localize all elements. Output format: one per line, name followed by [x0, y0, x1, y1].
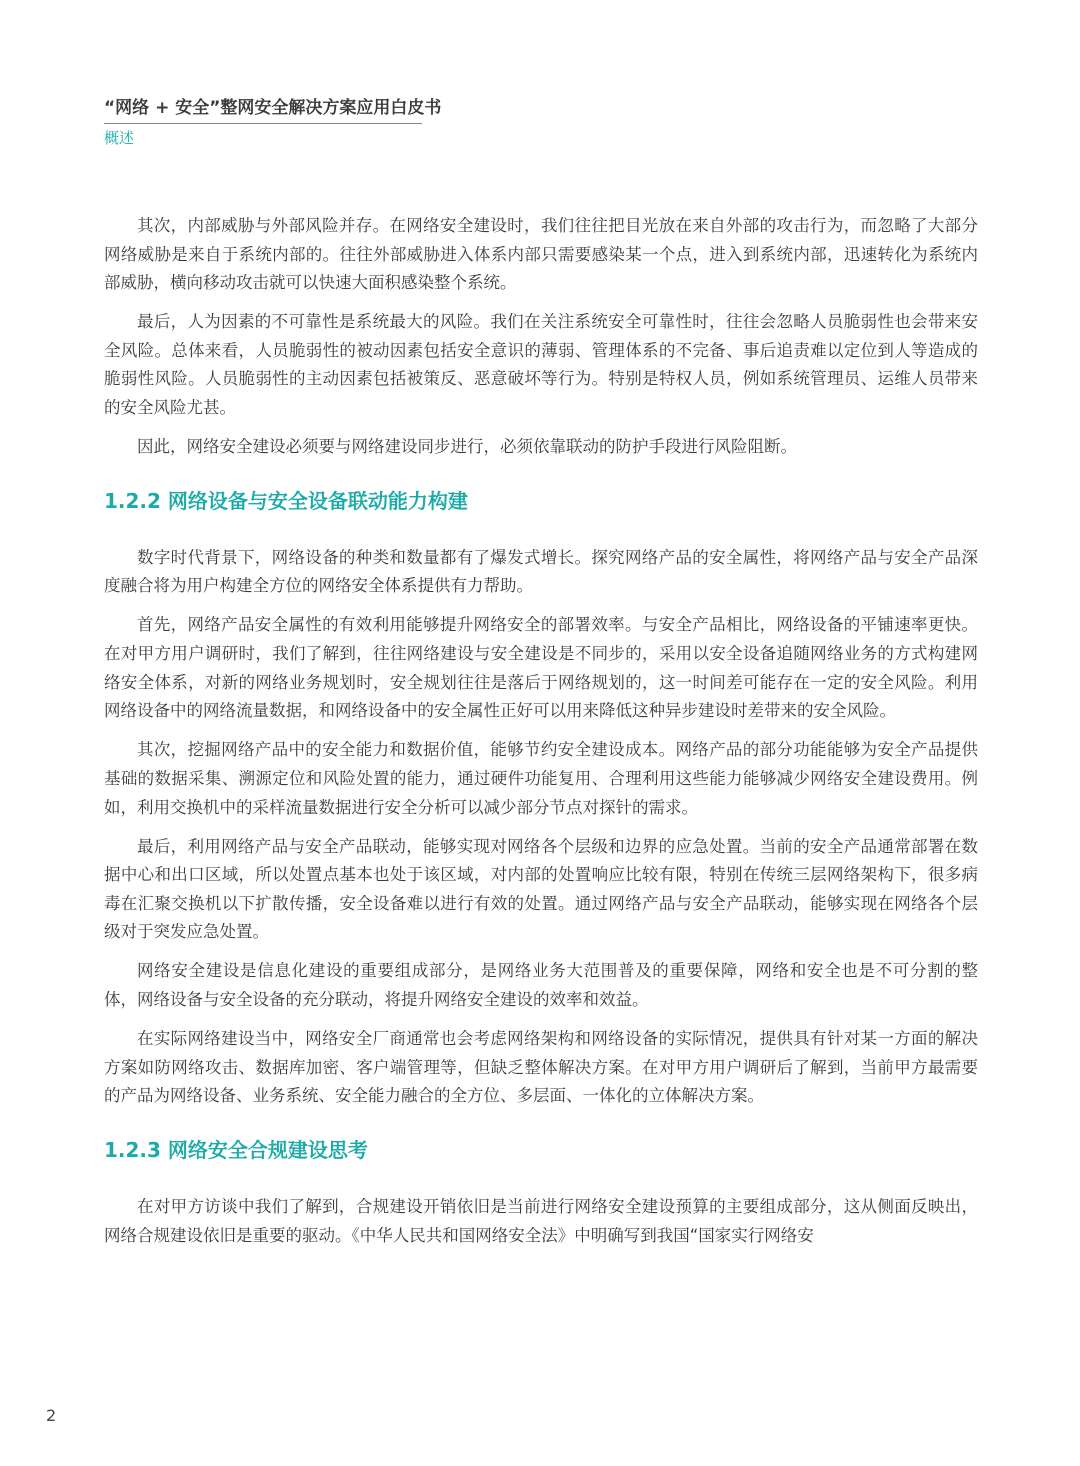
paragraph: 最后，利用网络产品与安全产品联动，能够实现对网络各个层级和边界的应急处置。当前的安全产品通常部署在数据中心和出口区域，所以处置点基本也处于该区域，对内部的处置响应比较有限，特别在传统三层网络架构下，很多病毒在汇聚交换机以下扩散传播，安全设备难以进行有效的处置。通过网络产品与安全产品联动，能够实现在网络各个层级对于突发应急处置。: [104, 836, 978, 942]
paragraph: 在对甲方访谈中我们了解到，合规建设开销依旧是当前进行网络安全建设预算的主要组成部分，这从侧面反映出，网络合规建设依旧是重要的驱动。《中华人民共和国网络安全法》中明确写到我国“国家实行网络安: [104, 1196, 978, 1245]
paragraph: 首先，网络产品安全属性的有效利用能够提升网络安全的部署效率。与安全产品相比，网络设备的平铺速率更快。在对甲方用户调研时，我们了解到，往往网络建设与安全建设是不同步的，采用以安全设备追随网络业务的方式构建网络安全体系，对新的网络业务规划时，安全规划往往是落后于网络规划的，这一时间差可能存在一定的安全风险。利用网络设备中的网络流量数据，和网络设备中的安全属性正好可以用来降低这种异步建设时差带来的安全风险。: [104, 615, 978, 721]
paragraph: 网络安全建设是信息化建设的重要组成部分，是网络业务大范围普及的重要保障，网络和安全也是不可分割的整体，网络设备与安全设备的充分联动，将提升网络安全建设的效率和效益。: [104, 961, 978, 1010]
section-heading-1-2-3: 1.2.3 网络安全合规建设思考: [104, 1137, 368, 1162]
paragraph: 其次，内部威胁与外部风险并存。在网络安全建设时，我们往往把目光放在来自外部的攻击行为，而忽略了大部分网络威胁是来自于系统内部的。往往外部威胁进入体系内部只需要感染某一个点，进入到系统内部，迅速转化为系统内部威胁，横向移动攻击就可以快速大面积感染整个系统。: [104, 216, 978, 293]
section-heading-1-2-2: 1.2.2 网络设备与安全设备联动能力构建: [104, 488, 468, 513]
paragraph: 最后，人为因素的不可靠性是系统最大的风险。我们在关注系统安全可靠性时，往往会忽略人员脆弱性也会带来安全风险。总体来看，人员脆弱性的被动因素包括安全意识的薄弱、管理体系的不完备、事后追责难以定位到人等造成的脆弱性风险。人员脆弱性的主动因素包括被策反、恶意破坏等行为。特别是特权人员，例如系统管理员、运维人员带来的安全风险尤甚。: [104, 312, 978, 418]
main-content: [104, 212, 978, 1261]
page-number: 2: [46, 1406, 57, 1425]
paragraph: 在实际网络建设当中，网络安全厂商通常也会考虑网络架构和网络设备的实际情况，提供具有针对某一方面的解决方案如防网络攻击、数据库加密、客户端管理等，但缺乏整体解决方案。在对甲方用户调研后了解到，当前甲方最需要的产品为网络设备、业务系统、安全能力融合的全方位、多层面、一体化的立体解决方案。: [104, 1029, 978, 1106]
paragraph: 因此，网络安全建设必须要与网络建设同步进行，必须依靠联动的防护手段进行风险阻断。: [137, 437, 797, 457]
section-label: 概述: [104, 129, 135, 147]
paragraph: 其次，挖掘网络产品中的安全能力和数据价值，能够节约安全建设成本。网络产品的部分功能能够为安全产品提供基础的数据采集、溯源定位和风险处置的能力，通过硬件功能复用、合理利用这些能力能够减少网络安全建设费用。例如，利用交换机中的采样流量数据进行安全分析可以减少部分节点对探针的需求。: [104, 740, 978, 817]
page-header: [104, 96, 442, 149]
document-title: “网络 + 安全”整网安全解决方案应用白皮书: [104, 96, 422, 124]
paragraph: 数字时代背景下，网络设备的种类和数量都有了爆发式增长。探究网络产品的安全属性，将网络产品与安全产品深度融合将为用户构建全方位的网络安全体系提供有力帮助。: [104, 547, 978, 596]
